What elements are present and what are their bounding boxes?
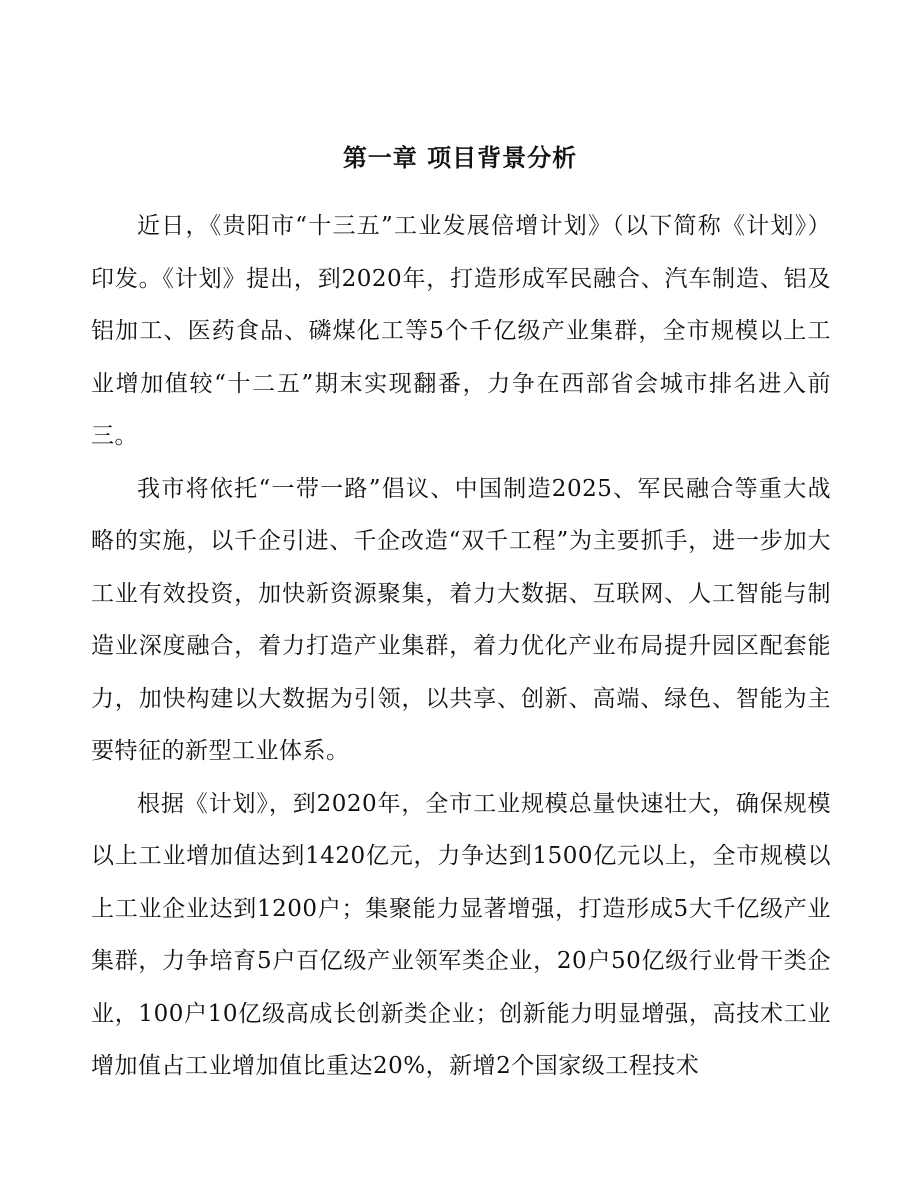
paragraph-strategy: 我市将依托“一带一路”倡议、中国制造2025、军民融合等重大战略的实施，以千企引进、千企改造“双千工程”为主要抓手，进一步加大工业有效投资，加快新资源聚集，着力大数据、互联网、人工智能与制造业深度融合，着力打造产业集群，着力优化产业布局提升园区配套能力，加快构建以大数据为引领，以共享、创新、高端、绿色、智能为主要特征的新型工业体系。 xyxy=(91,475,831,764)
body-text xyxy=(91,200,831,1093)
paragraph-plan-release: 近日，《贵阳市“十三五”工业发展倍增计划》（以下简称《计划》）印发。《计划》提出，到2020年，打造形成军民融合、汽车制造、铝及铝加工、医药食品、磷煤化工等5个千亿级产业集群，全市规模以上工业增加值较“十二五”期末实现翻番，力争在西部省会城市排名进入前三。 xyxy=(91,213,831,449)
chapter-title: 第一章 项目背景分析 xyxy=(342,144,578,172)
paragraph-targets: 根据《计划》，到2020年，全市工业规模总量快速壮大，确保规模以上工业增加值达到1420亿元，力争达到1500亿元以上，全市规模以上工业企业达到1200户；集聚能力显著增强，打造形成5大千亿级产业集群，力争培育5户百亿级产业领军类企业，20户50亿级行业骨干类企业，100户10亿级高成长创新类企业；创新能力明显增强，高技术工业增加值占工业增加值比重达20%，新增2个国家级工程技术 xyxy=(91,790,831,1079)
